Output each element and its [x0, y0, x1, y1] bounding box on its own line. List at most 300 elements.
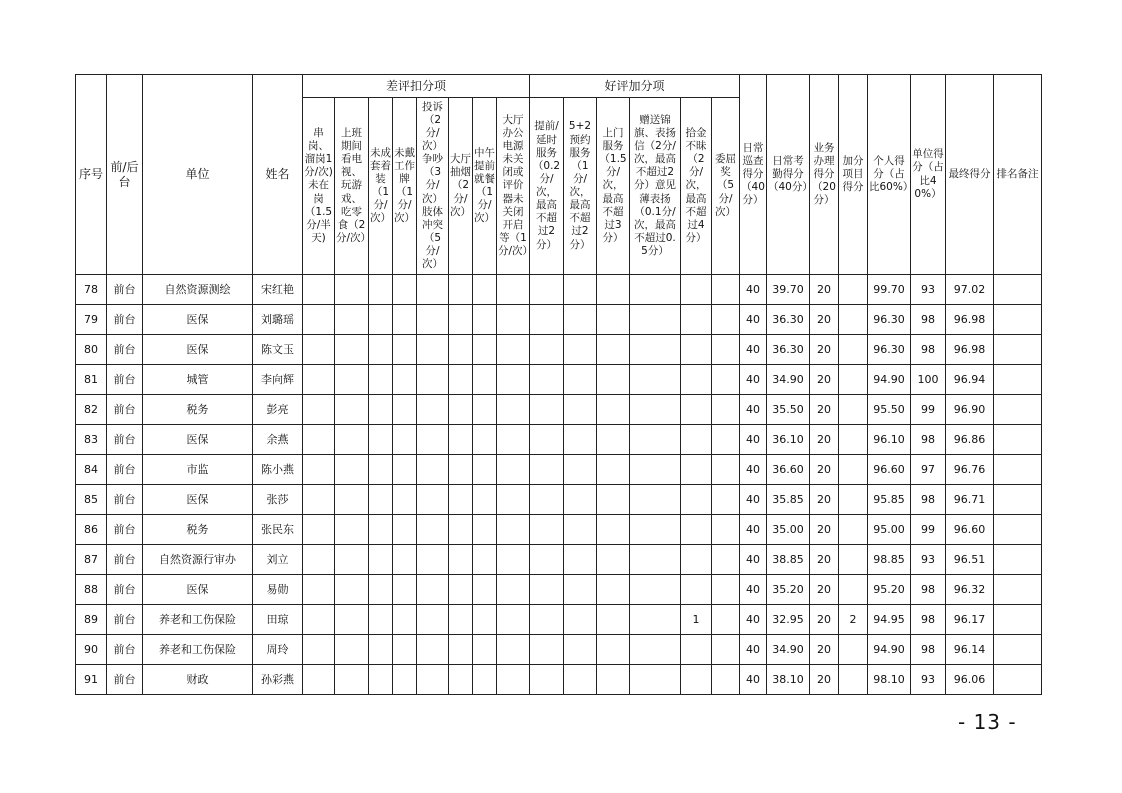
cell-final: 96.60 — [946, 515, 994, 545]
cell-name: 李向辉 — [253, 365, 303, 395]
cell-desk: 前台 — [107, 575, 143, 605]
cell-remark — [994, 395, 1042, 425]
header-deduct-2: 上班期间看电视、玩游戏、吃零食（2分/次） — [335, 98, 369, 275]
header-deduct-4: 未戴工作牌（1分/次） — [393, 98, 417, 275]
cell-name: 彭亮 — [253, 395, 303, 425]
cell-attendance: 35.20 — [767, 575, 810, 605]
cell-deduct-4 — [393, 425, 417, 455]
cell-desk: 前台 — [107, 665, 143, 695]
page-number: - 13 - — [958, 710, 1017, 734]
cell-deduct-1 — [303, 275, 335, 305]
header-deduct-8: 大厅办公电源未关闭或评价器未关闭开启等（1分/次） — [497, 98, 530, 275]
cell-deduct-3 — [369, 335, 393, 365]
cell-attendance: 36.10 — [767, 425, 810, 455]
cell-deduct-4 — [393, 605, 417, 635]
header-remark: 排名备注 — [994, 75, 1042, 275]
cell-deduct-2 — [335, 425, 369, 455]
cell-patrol: 40 — [740, 665, 767, 695]
cell-bonus-1 — [530, 605, 564, 635]
cell-deduct-2 — [335, 455, 369, 485]
cell-bonus-2 — [564, 605, 597, 635]
cell-deduct-1 — [303, 575, 335, 605]
cell-remark — [994, 605, 1042, 635]
cell-deduct-1 — [303, 635, 335, 665]
cell-final: 96.94 — [946, 365, 994, 395]
header-row-group — [76, 75, 1042, 98]
cell-bonus-4 — [630, 635, 681, 665]
cell-seq: 79 — [76, 305, 107, 335]
cell-attendance: 35.50 — [767, 395, 810, 425]
cell-remark — [994, 635, 1042, 665]
cell-deduct-5 — [417, 665, 449, 695]
cell-bonus-5 — [681, 575, 712, 605]
cell-deduct-8 — [497, 455, 530, 485]
cell-bonus-6 — [712, 515, 740, 545]
cell-final: 96.86 — [946, 425, 994, 455]
cell-name: 余燕 — [253, 425, 303, 455]
score-table — [75, 74, 1042, 695]
cell-attendance: 36.30 — [767, 305, 810, 335]
cell-deduct-1 — [303, 335, 335, 365]
cell-desk: 前台 — [107, 335, 143, 365]
cell-deduct-6 — [449, 635, 473, 665]
cell-deduct-4 — [393, 665, 417, 695]
header-deduct-7: 中午提前就餐（1分/次） — [473, 98, 497, 275]
cell-bonus-4 — [630, 365, 681, 395]
cell-bonus-4 — [630, 335, 681, 365]
cell-desk: 前台 — [107, 605, 143, 635]
cell-bonus-1 — [530, 545, 564, 575]
cell-unit: 医保 — [143, 425, 253, 455]
cell-remark — [994, 425, 1042, 455]
cell-bonus-3 — [597, 575, 630, 605]
cell-deduct-2 — [335, 275, 369, 305]
cell-name: 张莎 — [253, 485, 303, 515]
cell-extra: 2 — [839, 605, 868, 635]
cell-final: 96.98 — [946, 335, 994, 365]
cell-attendance: 34.90 — [767, 635, 810, 665]
cell-deduct-4 — [393, 395, 417, 425]
cell-extra — [839, 665, 868, 695]
cell-bonus-1 — [530, 395, 564, 425]
header-seq: 序号 — [76, 75, 107, 275]
cell-extra — [839, 545, 868, 575]
header-final: 最终得分 — [946, 75, 994, 275]
cell-unit: 养老和工伤保险 — [143, 635, 253, 665]
cell-deduct-6 — [449, 485, 473, 515]
cell-final: 96.76 — [946, 455, 994, 485]
cell-deduct-5 — [417, 635, 449, 665]
cell-seq: 82 — [76, 395, 107, 425]
cell-final: 96.17 — [946, 605, 994, 635]
cell-desk: 前台 — [107, 515, 143, 545]
table-row — [76, 485, 1042, 515]
cell-deduct-7 — [473, 575, 497, 605]
cell-name: 田琼 — [253, 605, 303, 635]
table-body — [76, 275, 1042, 695]
cell-personal: 96.30 — [868, 335, 911, 365]
cell-bonus-1 — [530, 335, 564, 365]
cell-deduct-1 — [303, 365, 335, 395]
cell-attendance: 38.85 — [767, 545, 810, 575]
cell-bonus-5 — [681, 515, 712, 545]
table-row — [76, 395, 1042, 425]
cell-seq: 87 — [76, 545, 107, 575]
cell-deduct-7 — [473, 665, 497, 695]
cell-bonus-5 — [681, 425, 712, 455]
cell-seq: 81 — [76, 365, 107, 395]
cell-bonus-2 — [564, 515, 597, 545]
cell-deduct-6 — [449, 515, 473, 545]
cell-bonus-3 — [597, 395, 630, 425]
cell-bonus-5 — [681, 395, 712, 425]
header-extra: 加分项目得分 — [839, 75, 868, 275]
cell-business: 20 — [810, 605, 839, 635]
cell-attendance: 36.60 — [767, 455, 810, 485]
cell-remark — [994, 575, 1042, 605]
cell-deduct-3 — [369, 635, 393, 665]
cell-deduct-5 — [417, 575, 449, 605]
cell-final: 97.02 — [946, 275, 994, 305]
cell-unit: 自然资源行审办 — [143, 545, 253, 575]
cell-deduct-5 — [417, 545, 449, 575]
cell-unit: 医保 — [143, 305, 253, 335]
cell-deduct-2 — [335, 515, 369, 545]
cell-business: 20 — [810, 365, 839, 395]
cell-deduct-4 — [393, 455, 417, 485]
cell-deduct-8 — [497, 485, 530, 515]
cell-deduct-5 — [417, 305, 449, 335]
cell-bonus-2 — [564, 545, 597, 575]
cell-deduct-2 — [335, 635, 369, 665]
cell-bonus-3 — [597, 365, 630, 395]
cell-personal: 94.90 — [868, 365, 911, 395]
cell-patrol: 40 — [740, 635, 767, 665]
cell-bonus-2 — [564, 485, 597, 515]
cell-business: 20 — [810, 485, 839, 515]
cell-extra — [839, 485, 868, 515]
cell-unit-score: 98 — [911, 635, 946, 665]
cell-final: 96.06 — [946, 665, 994, 695]
cell-name: 周玲 — [253, 635, 303, 665]
cell-deduct-7 — [473, 365, 497, 395]
cell-remark — [994, 275, 1042, 305]
header-unit: 单位 — [143, 75, 253, 275]
cell-business: 20 — [810, 305, 839, 335]
cell-patrol: 40 — [740, 335, 767, 365]
cell-remark — [994, 335, 1042, 365]
cell-bonus-5 — [681, 485, 712, 515]
cell-attendance: 35.85 — [767, 485, 810, 515]
cell-unit: 养老和工伤保险 — [143, 605, 253, 635]
cell-deduct-5 — [417, 365, 449, 395]
cell-bonus-1 — [530, 455, 564, 485]
cell-deduct-4 — [393, 275, 417, 305]
cell-desk: 前台 — [107, 275, 143, 305]
cell-bonus-6 — [712, 605, 740, 635]
cell-bonus-6 — [712, 275, 740, 305]
cell-business: 20 — [810, 665, 839, 695]
cell-bonus-3 — [597, 545, 630, 575]
cell-seq: 90 — [76, 635, 107, 665]
cell-remark — [994, 455, 1042, 485]
cell-deduct-1 — [303, 395, 335, 425]
table-row — [76, 425, 1042, 455]
cell-unit-score: 93 — [911, 545, 946, 575]
cell-bonus-3 — [597, 665, 630, 695]
cell-deduct-2 — [335, 605, 369, 635]
cell-bonus-1 — [530, 365, 564, 395]
cell-name: 易勋 — [253, 575, 303, 605]
cell-patrol: 40 — [740, 545, 767, 575]
cell-business: 20 — [810, 335, 839, 365]
cell-desk: 前台 — [107, 395, 143, 425]
cell-bonus-3 — [597, 455, 630, 485]
cell-patrol: 40 — [740, 485, 767, 515]
cell-bonus-4 — [630, 575, 681, 605]
cell-deduct-4 — [393, 545, 417, 575]
cell-deduct-2 — [335, 335, 369, 365]
cell-personal: 96.60 — [868, 455, 911, 485]
cell-attendance: 38.10 — [767, 665, 810, 695]
cell-remark — [994, 515, 1042, 545]
cell-final: 96.71 — [946, 485, 994, 515]
cell-bonus-4 — [630, 605, 681, 635]
cell-remark — [994, 545, 1042, 575]
cell-bonus-3 — [597, 635, 630, 665]
cell-deduct-5 — [417, 605, 449, 635]
cell-extra — [839, 365, 868, 395]
cell-bonus-6 — [712, 575, 740, 605]
cell-bonus-3 — [597, 425, 630, 455]
cell-name: 陈小燕 — [253, 455, 303, 485]
cell-bonus-4 — [630, 515, 681, 545]
cell-unit: 税务 — [143, 515, 253, 545]
cell-deduct-7 — [473, 635, 497, 665]
header-deduct-group: 差评扣分项 — [303, 75, 530, 98]
cell-desk: 前台 — [107, 425, 143, 455]
cell-deduct-7 — [473, 485, 497, 515]
cell-unit: 自然资源测绘 — [143, 275, 253, 305]
cell-seq: 91 — [76, 665, 107, 695]
cell-patrol: 40 — [740, 605, 767, 635]
cell-bonus-2 — [564, 455, 597, 485]
cell-deduct-1 — [303, 515, 335, 545]
cell-deduct-2 — [335, 575, 369, 605]
header-deduct-1: 串岗、溜岗1分/次)未在岗（1.5分/半天) — [303, 98, 335, 275]
cell-deduct-7 — [473, 425, 497, 455]
table-row — [76, 275, 1042, 305]
cell-deduct-8 — [497, 635, 530, 665]
cell-attendance: 34.90 — [767, 365, 810, 395]
header-bonus-group: 好评加分项 — [530, 75, 740, 98]
header-bonus-3: 上门服务（1.5分/次，最高不超过3分） — [597, 98, 630, 275]
cell-business: 20 — [810, 395, 839, 425]
header-desk: 前/后台 — [107, 75, 143, 275]
cell-deduct-8 — [497, 305, 530, 335]
cell-unit-score: 98 — [911, 485, 946, 515]
cell-bonus-2 — [564, 335, 597, 365]
cell-bonus-1 — [530, 515, 564, 545]
cell-bonus-5 — [681, 665, 712, 695]
cell-business: 20 — [810, 515, 839, 545]
cell-bonus-5 — [681, 635, 712, 665]
cell-deduct-5 — [417, 395, 449, 425]
cell-bonus-6 — [712, 485, 740, 515]
cell-personal: 95.00 — [868, 515, 911, 545]
cell-remark — [994, 665, 1042, 695]
cell-patrol: 40 — [740, 275, 767, 305]
cell-seq: 88 — [76, 575, 107, 605]
cell-deduct-1 — [303, 605, 335, 635]
cell-personal: 94.95 — [868, 605, 911, 635]
cell-deduct-1 — [303, 455, 335, 485]
header-name: 姓名 — [253, 75, 303, 275]
cell-bonus-5 — [681, 305, 712, 335]
cell-business: 20 — [810, 545, 839, 575]
cell-final: 96.32 — [946, 575, 994, 605]
cell-patrol: 40 — [740, 455, 767, 485]
cell-seq: 89 — [76, 605, 107, 635]
cell-deduct-3 — [369, 275, 393, 305]
cell-business: 20 — [810, 275, 839, 305]
cell-remark — [994, 365, 1042, 395]
cell-extra — [839, 575, 868, 605]
cell-bonus-1 — [530, 275, 564, 305]
cell-desk: 前台 — [107, 305, 143, 335]
header-bonus-4: 赠送锦旗、表扬信（2分/次，最高不超过2分）意见薄表扬（0.1分/次，最高不超过0.5分） — [630, 98, 681, 275]
cell-bonus-1 — [530, 425, 564, 455]
cell-seq: 84 — [76, 455, 107, 485]
cell-deduct-7 — [473, 275, 497, 305]
cell-deduct-6 — [449, 335, 473, 365]
table-row — [76, 545, 1042, 575]
cell-unit: 财政 — [143, 665, 253, 695]
cell-unit-score: 93 — [911, 275, 946, 305]
cell-unit-score: 99 — [911, 395, 946, 425]
header-bonus-1: 提前/延时服务（0.2分/次，最高不超过2分） — [530, 98, 564, 275]
cell-deduct-1 — [303, 425, 335, 455]
cell-deduct-8 — [497, 515, 530, 545]
cell-deduct-3 — [369, 605, 393, 635]
cell-business: 20 — [810, 575, 839, 605]
cell-deduct-7 — [473, 305, 497, 335]
header-bonus-2: 5+2预约服务（1分/次，最高不超过2分） — [564, 98, 597, 275]
cell-patrol: 40 — [740, 305, 767, 335]
cell-seq: 85 — [76, 485, 107, 515]
cell-bonus-4 — [630, 485, 681, 515]
cell-personal: 95.50 — [868, 395, 911, 425]
cell-bonus-1 — [530, 485, 564, 515]
cell-desk: 前台 — [107, 365, 143, 395]
cell-unit: 医保 — [143, 485, 253, 515]
cell-unit-score: 98 — [911, 425, 946, 455]
cell-deduct-3 — [369, 515, 393, 545]
cell-deduct-7 — [473, 515, 497, 545]
cell-bonus-3 — [597, 485, 630, 515]
cell-bonus-6 — [712, 455, 740, 485]
cell-deduct-3 — [369, 665, 393, 695]
cell-deduct-4 — [393, 365, 417, 395]
cell-extra — [839, 305, 868, 335]
cell-personal: 96.10 — [868, 425, 911, 455]
cell-unit-score: 98 — [911, 605, 946, 635]
cell-bonus-1 — [530, 305, 564, 335]
cell-extra — [839, 515, 868, 545]
cell-desk: 前台 — [107, 455, 143, 485]
cell-attendance: 36.30 — [767, 335, 810, 365]
header-deduct-3: 未成套着装（1分/次） — [369, 98, 393, 275]
cell-deduct-8 — [497, 545, 530, 575]
cell-deduct-7 — [473, 605, 497, 635]
cell-bonus-6 — [712, 335, 740, 365]
cell-deduct-7 — [473, 455, 497, 485]
cell-unit-score: 100 — [911, 365, 946, 395]
cell-deduct-6 — [449, 455, 473, 485]
cell-extra — [839, 395, 868, 425]
header-unit-score: 单位得分（占比40%） — [911, 75, 946, 275]
cell-deduct-4 — [393, 335, 417, 365]
cell-deduct-8 — [497, 335, 530, 365]
cell-attendance: 35.00 — [767, 515, 810, 545]
cell-bonus-5 — [681, 545, 712, 575]
cell-remark — [994, 485, 1042, 515]
cell-deduct-4 — [393, 575, 417, 605]
cell-bonus-2 — [564, 305, 597, 335]
cell-bonus-6 — [712, 545, 740, 575]
cell-unit-score: 98 — [911, 335, 946, 365]
cell-remark — [994, 305, 1042, 335]
header-deduct-6: 大厅抽烟（2分/次） — [449, 98, 473, 275]
cell-unit-score: 98 — [911, 575, 946, 605]
cell-personal: 99.70 — [868, 275, 911, 305]
cell-deduct-8 — [497, 365, 530, 395]
cell-patrol: 40 — [740, 515, 767, 545]
cell-bonus-4 — [630, 665, 681, 695]
table-row — [76, 305, 1042, 335]
cell-bonus-2 — [564, 665, 597, 695]
cell-extra — [839, 425, 868, 455]
cell-bonus-5 — [681, 455, 712, 485]
cell-bonus-1 — [530, 575, 564, 605]
cell-name: 孙彩燕 — [253, 665, 303, 695]
cell-deduct-6 — [449, 545, 473, 575]
cell-deduct-7 — [473, 335, 497, 365]
cell-bonus-4 — [630, 455, 681, 485]
cell-extra — [839, 455, 868, 485]
cell-bonus-3 — [597, 275, 630, 305]
cell-bonus-6 — [712, 635, 740, 665]
cell-bonus-2 — [564, 365, 597, 395]
cell-deduct-8 — [497, 605, 530, 635]
cell-deduct-1 — [303, 305, 335, 335]
cell-unit: 医保 — [143, 575, 253, 605]
cell-bonus-4 — [630, 275, 681, 305]
cell-extra — [839, 275, 868, 305]
table-row — [76, 635, 1042, 665]
cell-final: 96.90 — [946, 395, 994, 425]
cell-seq: 78 — [76, 275, 107, 305]
cell-name: 刘立 — [253, 545, 303, 575]
cell-unit-score: 98 — [911, 305, 946, 335]
cell-seq: 86 — [76, 515, 107, 545]
cell-deduct-3 — [369, 305, 393, 335]
cell-deduct-1 — [303, 665, 335, 695]
cell-personal: 98.85 — [868, 545, 911, 575]
cell-desk: 前台 — [107, 635, 143, 665]
cell-deduct-2 — [335, 305, 369, 335]
cell-bonus-3 — [597, 605, 630, 635]
